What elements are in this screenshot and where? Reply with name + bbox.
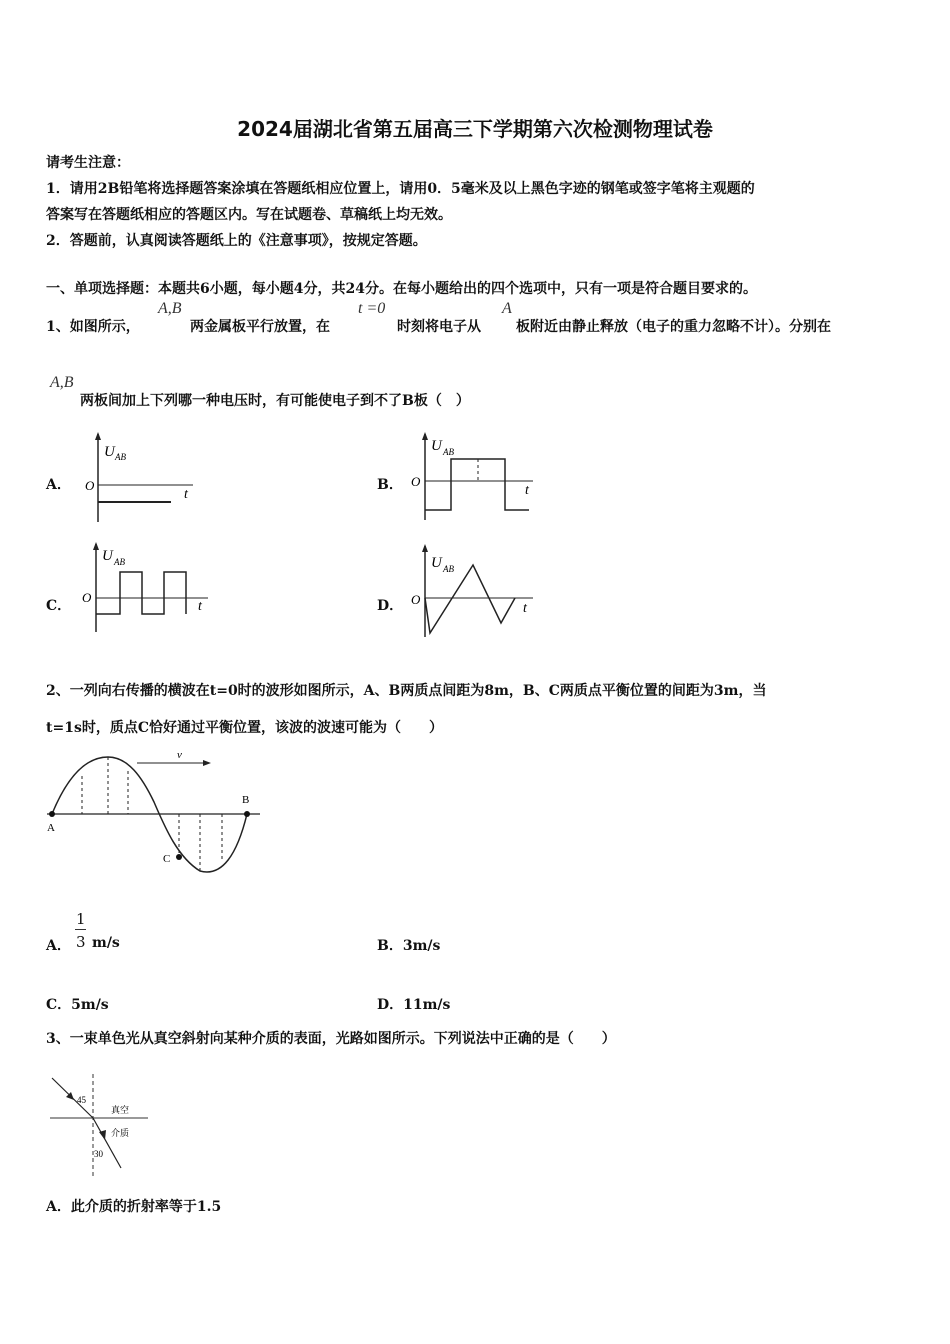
q2-option-a-denominator: 3 bbox=[76, 933, 86, 951]
q2-option-b: B．3m/s bbox=[377, 938, 441, 954]
y-arrow-icon bbox=[422, 432, 428, 440]
q3-text-line1: 3、一束单色光从真空斜射向某种介质的表面，光路如图所示。下列说法中正确的是（ ） bbox=[46, 1031, 616, 1047]
triangle-wave bbox=[425, 565, 515, 633]
vacuum-label: 真空 bbox=[111, 1105, 130, 1115]
axis-ab-sub: AB bbox=[443, 564, 454, 574]
point-c bbox=[176, 854, 182, 860]
square-wave bbox=[425, 459, 529, 510]
notice-line-1a: 1．请用2B铅笔将选择题答案涂填在答题纸相应位置上，请用0．5毫米及以上黑色字迹的钢笔或签字笔将主观题的 bbox=[46, 181, 755, 197]
velocity-label: v bbox=[177, 749, 182, 761]
axis-u-label: U bbox=[102, 548, 113, 564]
q1-option-a-label: A． bbox=[46, 477, 71, 493]
section-heading: 一、单项选择题：本题共6小题，每小题4分，共24分。在每小题给出的四个选项中，只有一项是符合题目要求的。 bbox=[46, 281, 757, 297]
q1-option-b-graph bbox=[403, 430, 543, 525]
fraction-bar bbox=[75, 929, 86, 930]
angle-30-label: 30 bbox=[94, 1149, 103, 1159]
origin-label: O bbox=[85, 478, 95, 493]
y-arrow-icon bbox=[95, 432, 101, 440]
q1-option-c-graph bbox=[78, 540, 218, 635]
point-a bbox=[49, 811, 55, 817]
angle-45-label: 45 bbox=[77, 1095, 86, 1105]
notice-line-2: 2．答题前，认真阅读答题纸上的《注意事项》，按规定答题。 bbox=[46, 233, 427, 249]
q1-text-part4: 板附近由静止释放（电子的重力忽略不计）。分别在 bbox=[516, 319, 831, 335]
point-b bbox=[244, 811, 250, 817]
y-arrow-icon bbox=[422, 544, 428, 552]
q3-option-a: A．此介质的折射率等于1.5 bbox=[46, 1199, 222, 1215]
axis-t-label: t bbox=[525, 483, 529, 498]
medium-label: 介质 bbox=[111, 1128, 130, 1138]
q2-option-a-label: A． bbox=[46, 938, 71, 954]
q1-text-part3: 时刻将电子从 bbox=[397, 319, 481, 335]
q1-text-part2: 两金属板平行放置，在 bbox=[190, 319, 330, 335]
q2-text-line2: t=1s时，质点C恰好通过平衡位置，该波的波速可能为（ ） bbox=[46, 720, 443, 736]
origin-label: O bbox=[411, 474, 421, 489]
q1-option-d-graph bbox=[403, 540, 543, 640]
origin-label: O bbox=[411, 592, 421, 607]
q1-math-t0: t =0 bbox=[358, 300, 386, 317]
q2-option-c: C．5m/s bbox=[46, 997, 109, 1013]
square-wave bbox=[96, 572, 186, 614]
axis-t-label: t bbox=[198, 599, 202, 614]
axis-u-label: U bbox=[104, 444, 115, 460]
q1-math-a: A bbox=[502, 300, 512, 317]
axis-t-label: t bbox=[523, 601, 527, 616]
axis-ab-sub: AB bbox=[114, 557, 125, 567]
q2-text-line1: 2、一列向右传播的横波在t=0时的波形如图所示，A、B两质点间距为8m，B、C两质点平衡位置的间距为3m，当 bbox=[46, 683, 767, 699]
q1-option-b-label: B． bbox=[377, 477, 403, 493]
origin-label: O bbox=[82, 590, 92, 605]
y-arrow-icon bbox=[93, 542, 99, 550]
label-b: B bbox=[242, 794, 250, 806]
q1-math-ab: A,B bbox=[158, 300, 182, 317]
q1-math-ab-2: A,B bbox=[50, 374, 74, 391]
axis-ab-sub: AB bbox=[443, 447, 454, 457]
refracted-ray bbox=[93, 1118, 121, 1168]
q1-option-d-label: D． bbox=[377, 598, 404, 614]
axis-ab-sub: AB bbox=[115, 452, 126, 462]
q1-text-line2: 两板间加上下列哪一种电压时，有可能使电子到不了B板（ ） bbox=[80, 393, 470, 409]
q2-option-a-numerator: 1 bbox=[76, 910, 86, 928]
notice-heading: 请考生注意： bbox=[46, 155, 130, 171]
arrow-head-icon bbox=[203, 760, 211, 766]
q2-wave-figure bbox=[42, 745, 267, 875]
q2-option-d: D．11m/s bbox=[377, 997, 451, 1013]
axis-t-label: t bbox=[184, 487, 188, 502]
q1-option-c-label: C． bbox=[46, 598, 72, 614]
q1-option-a-graph bbox=[78, 430, 208, 525]
q2-option-a-unit: m/s bbox=[92, 935, 120, 951]
axis-u-label: U bbox=[431, 555, 442, 571]
label-a: A bbox=[47, 822, 55, 834]
axis-u-label: U bbox=[431, 438, 442, 454]
exam-title: 2024届湖北省第五届高三下学期第六次检测物理试卷 bbox=[237, 117, 713, 141]
q3-refraction-figure bbox=[44, 1070, 154, 1182]
notice-line-1b: 答案写在答题纸相应的答题区内。写在试题卷、草稿纸上均无效。 bbox=[46, 207, 452, 223]
label-c: C bbox=[163, 853, 171, 865]
q1-text-part1: 1、如图所示， bbox=[46, 319, 140, 335]
